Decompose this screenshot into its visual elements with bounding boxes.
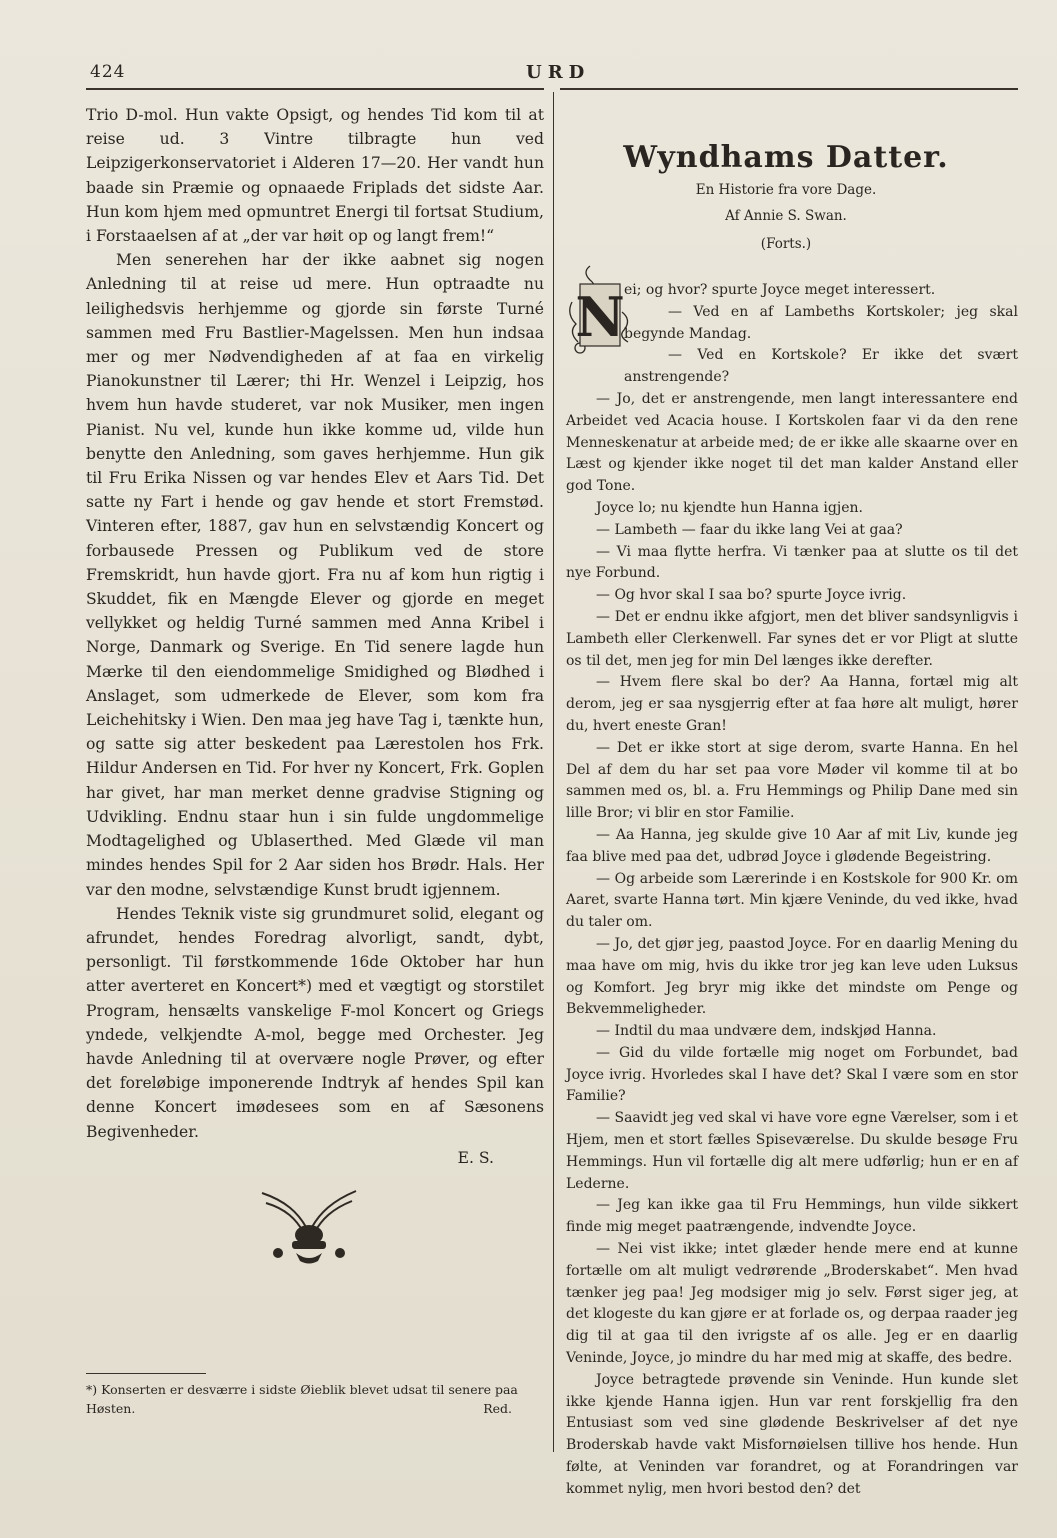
left-column [86, 103, 544, 1170]
right-paragraph-4: — Jo, det er anstrengende, men langt interessantere end Arbeidet ved Acacia house. I Kortskolen faar vi da den rene Menneskenatur at arbeide med; de er ikke alle skaarne over en Læst og kjender ikke noget til det man kalder Anstand eller god Tone. [566, 390, 1018, 495]
right-paragraph-12: — Aa Hanna, jeg skulde give 10 Aar af mit Liv, kunde jeg faa blive med paa det, udbrød Joyce i glødende Begeistring. [566, 826, 1018, 865]
right-paragraph-7: — Vi maa flytte herfra. Vi tænker paa at slutte os til det nye Forbund. [566, 543, 1018, 582]
dropcap-letter: N [575, 285, 625, 349]
right-paragraph-2: — Ved en af Lambeths Kortskoler; jeg skal begynde Mandag. [624, 303, 1018, 342]
footnote-signature: Red. [483, 1401, 512, 1416]
header-rule-left [86, 88, 544, 90]
left-paragraph-3: Hendes Teknik viste sig grundmuret solid, elegant og afrundet, hendes Foredrag alvorligt, sandt, dybt, personligt. Til førstkommende 16de Oktober har hun atter averteret en Koncert*) med et vægtigt og storstilet Program, hensælts vanskelige F-mol Koncert og Griegs yndede, velkjendte A-mol, begge med Orchester. Jeg havde Anledning til at overvære nogle Prøver, og efter det foreløbige imponerende Indtryk af hendes Spil kan denne Koncert imødesees som en af Sæsonens Begivenheder. [86, 904, 544, 1141]
left-signature: E. S. [457, 1148, 494, 1167]
left-paragraph-2: Men senerehen har der ikke aabnet sig nogen Anledning til at reise ud mere. Hun optraadte nu leilighedsvis herhjemme og gjorde sin første Turné sammen med Fru Bastlier-Magelssen. Men hun indsaa mer og mer Nødvendigheden af at faa en virkelig Pianokunstner til Lærer; thi Hr. Wenzel i Leipzig, hos hvem hun havde studeret, var nok Musiker, men ingen Pianist. Nu vel, kunde hun ikke komme ud, vilde hun benytte den Anledning, som gaves herhjemme. Hun gik til Fru Erika Nissen og var hendes Elev et Aars Tid. Det satte ny Fart i hende og gav hende et stort Fremstød. Vinteren efter, 1887, gav hun en selvstændig Koncert og forbausede Pressen og Publikum ved de store Fremskridt, hun havde gjort. Fra nu af kom hun rigtig i Skuddet, fik en Mængde Elever og gjorde en meget vellykket og heldig Turné sammen med Anna Kribel i Norge, Danmark og Sverige. En Tid senere lagde hun Mærke til den eiendommelige Smidighed og Blødhed i Anslaget, som udmerkede de Elever, som kom fra Leichehitsky i Wien. Den maa jeg have Tag i, tænkte hun, og satte sig atter beskedent paa Lærestolen hos Frk. Hildur Andersen en Tid. For hver ny Koncert, Frk. Goplen har givet, har man merket denne gradvise Stigning og Udvikling. Endnu staar hun i sin fulde ungdommelige Modtagelighed og Ublaserthed. Med Glæde vil man mindes hendes Spil for 2 Aar siden hos Brødr. Hals. Her var den modne, selvstændige Kunst brudt igjennem. [86, 251, 544, 899]
right-paragraph-10: — Hvem flere skal bo der? Aa Hanna, fortæl mig alt derom, jeg er saa nysgjerrig efter at faa høre alt muligt, hører du, hvert eneste Gran! [566, 674, 1018, 734]
ornament-icon [256, 1183, 362, 1269]
article-author: Af Annie S. Swan. [725, 208, 847, 224]
right-paragraph-11: — Det er ikke stort at sige derom, svarte Hanna. En hel Del af dem du har set paa vore Møder vil komme til at bo sammen med os, bl. a. Fru Hemmings og Philip Dane med sin lille Bror; vi blir en stor Familie. [566, 739, 1018, 822]
page-header [86, 62, 1006, 88]
right-paragraph-6: — Lambeth — faar du ikke lang Vei at gaa? [596, 521, 903, 538]
right-paragraph-13: — Og arbeide som Lærerinde i en Kostskole for 900 Kr. om Aaret, svarte Hanna tørt. Min kjære Veninde, du ved ikke, hvad du taler om. [566, 870, 1018, 931]
right-paragraph-15: — Indtil du maa undvære dem, indskjød Hanna. [596, 1023, 937, 1040]
footnote-text: *) Konserten er desværre i sidste Øieblik blevet udsat til senere paa Høsten. [86, 1382, 518, 1416]
right-paragraph-1: ei; og hvor? spurte Joyce meget interessert. [624, 282, 936, 298]
footnote [86, 1380, 534, 1418]
header-rule-right [560, 88, 1018, 90]
right-paragraph-19: — Nei vist ikke; intet glæder hende mere end at kunne fortælle om alt muligt vedrørende „Broderskabet“. Men hvad tænker jeg paa! Jeg modsiger mig jo selv. Først siger jeg, at det klogeste du kan gjøre er at forlade os, og derpaa raader jeg dig til at gaa til den ivrigste af os alle. Jeg er en daarlig Veninde, Joyce, jo mindre du har med mig at skaffe, des bedre. [566, 1241, 1018, 1367]
footnote-rule [86, 1373, 206, 1374]
article-subtitle: En Historie fra vore Dage. [695, 182, 877, 198]
right-paragraph-9: — Det er endnu ikke afgjort, men det bliver sandsynligvis i Lambeth eller Clerkenwell. Far synes det er vor Pligt at slutte os til det, men jeg for min Del længes ikke derefter. [566, 608, 1018, 669]
left-paragraph-1: Trio D-mol. Hun vakte Opsigt, og hendes Tid kom til at reise ud. 3 Vintre tilbragte hun ved Leipzigerkonservatoriet i Alderen 17—20. Her vandt hun baade sin Præmie og opnaaede Friplads det sidste Aar. Hun kom hjem med opmuntret Energi til fortsat Studium, i Forstaaelsen af at „der var høit op og langt frem!“ [86, 106, 544, 246]
right-paragraph-20: Joyce betragtede prøvende sin Veninde. Hun kunde slet ikke kjende Hanna igjen. Hun var rent forskjellig fra den Entusiast som ved sine glødende Beskrivelser af det nye Broderskab havde vakt Misfornøielsen tillive hos hende. Hun følte, at Veninden var forandret, og at Forandringen var kommet nylig, men hvori bestod den? det [566, 1371, 1018, 1497]
article-title: Wyndhams Datter. [623, 140, 949, 175]
right-paragraph-17: — Saavidt jeg ved skal vi have vore egne Værelser, som i et Hjem, men et stort fælles Spiseværelse. Du skulde besøge Fru Hemmings. Hun vil fortælle dig alt mere udførlig; hun er en af Lederne. [566, 1110, 1018, 1192]
right-paragraph-5: Joyce lo; nu kjendte hun Hanna igjen. [596, 499, 863, 516]
right-column [566, 280, 1018, 1501]
article-continued: (Forts.) [760, 236, 812, 252]
page-number: 424 [90, 62, 126, 82]
right-paragraph-18: — Jeg kan ikke gaa til Fru Hemmings, hun vilde sikkert finde mig meget paatrængende, indvendte Joyce. [566, 1197, 1018, 1236]
right-paragraph-8: — Og hvor skal I saa bo? spurte Joyce ivrig. [596, 587, 907, 604]
right-paragraph-16: — Gid du vilde fortælle mig noget om Forbundet, bad Joyce ivrig. Hvorledes skal I have det? Skal I være som en stor Familie? [566, 1044, 1018, 1105]
journal-title: URD [526, 62, 591, 83]
column-divider [553, 92, 554, 1452]
right-paragraph-14: — Jo, det gjør jeg, paastod Joyce. For en daarlig Mening du maa have om mig, hvis du ikke tror jeg kan leve uden Luksus og Komfort. Jeg bryr mig ikke det mindste om Penge og Bekvemmeligheder. [566, 935, 1018, 1018]
right-paragraph-3: — Ved en Kortskole? Er ikke det svært anstrengende? [624, 347, 1018, 386]
